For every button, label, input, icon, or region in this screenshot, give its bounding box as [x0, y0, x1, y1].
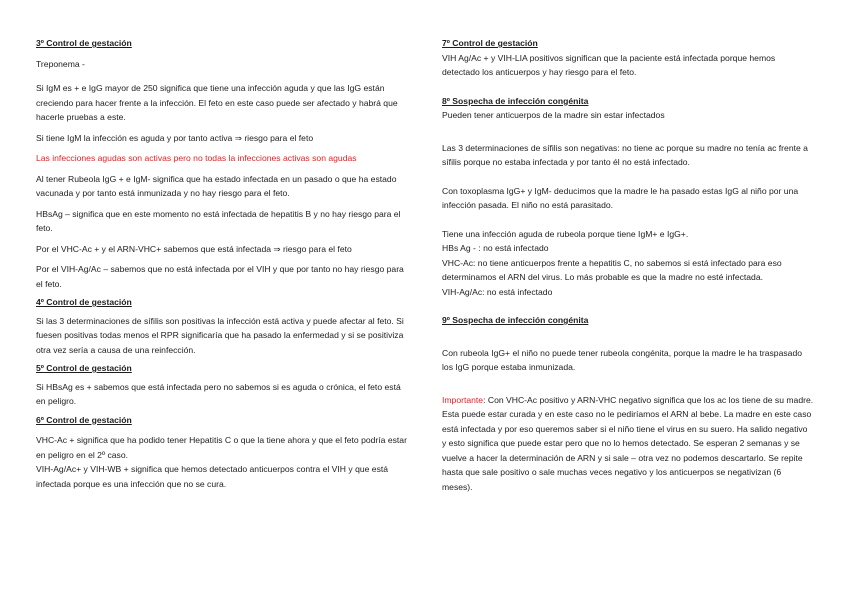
- section-6-vih: VIH-Ag/Ac+ y VIH-WB + significa que hemos detectado anticuerpos contra el VIH y que está infectada porque es una infección que no se cura.: [36, 464, 389, 489]
- left-column: [36, 36, 408, 491]
- section-8-heading: 8º Sospecha de infección congénita: [442, 95, 589, 106]
- important-label: Importante: [442, 394, 484, 405]
- section-8-hbsag: HBs Ag - : no está infectado: [442, 243, 549, 253]
- section-3-hbsag: HBsAg – significa que en este momento no está infectada de hepatitis B y no hay riesgo para el feto.: [36, 208, 401, 233]
- section-3-igm-paragraph: Si IgM es + e IgG mayor de 250 significa que tiene una infección aguda y que las IgG están creciendo para hacer frente a la infección. El feto en este caso puede ser afectado y habrá que hacerle pruebas a este.: [36, 83, 398, 122]
- section-5-hbsag: Si HBsAg es + sabemos que está infectada pero no sabemos si es aguda o crónica, el feto está en peligro.: [36, 381, 401, 406]
- section-8-vih: VIH-Ag/Ac: no está infectado: [442, 286, 553, 297]
- section-3-vhc: Por el VHC-Ac + y el ARN-VHC+ sabemos que está infectada ⇒ riesgo para el feto: [36, 243, 352, 254]
- section-5-heading: 5º Control de gestación: [36, 363, 132, 373]
- section-8-toxoplasma: Con toxoplasma IgG+ y IgM- deducimos que la madre le ha pasado estas IgG al niño por una infección pasada. El niño no está parasitado.: [442, 185, 799, 210]
- section-9-rubeola: Con rubeola IgG+ el niño no puede tener rubeola congénita, porque la madre le ha traspasado los IgG porque estaba inmunizada.: [442, 347, 802, 372]
- section-3-acute-risk: Si tiene IgM la infección es aguda y por tanto activa ⇒ riesgo para el feto: [36, 132, 314, 143]
- section-6-vhc: VHC-Ac + significa que ha podido tener Hepatitis C o que la tiene ahora y que el feto podría estar en peligro en el 2º caso.: [36, 435, 407, 460]
- section-8-intro: Pueden tener anticuerpos de la madre sin estar infectados: [442, 110, 665, 120]
- section-8-vhc: VHC-Ac: no tiene anticuerpos frente a hepatitis C, no sabemos si está infectado para eso determinamos el ARN del virus. Lo más probable es que la madre no esté infectada.: [442, 257, 782, 282]
- section-7-vih: VIH Ag/Ac + y VIH-LIA positivos significan que la paciente está infectada porque hemos detectado los anticuerpos y hay riesgo para el feto.: [442, 52, 776, 77]
- section-4-heading: 4º Control de gestación: [36, 297, 132, 307]
- important-text: : Con VHC-Ac positivo y ARN-VHC negativo significa que los ac los tiene de su madre. Esta puede estar curada y en este caso no le pediríamos el ARN al bebe. La madre en este caso está infectada y por eso queremos saber si el niño tiene el virus en su suero. Ha salido negativo y esto significa que puede estar pero que no lo hemos detectado. Se esperan 2 semanas y se vuelve a hacer la determinación de ARN y si sale – otra vez no podemos descartarlo. Se repite hasta que sale positivo o sale muchas veces negativo y los anticuerpos se negativizan (6 meses).: [442, 394, 814, 492]
- section-8-rubeola: Tiene una infección aguda de rubeola porque tiene IgM+ e IgG+.: [442, 228, 689, 239]
- section-3-treponema: Treponema -: [36, 58, 85, 69]
- section-3-heading: 3º Control de gestación: [36, 38, 132, 48]
- section-3-vih: Por el VIH-Ag/Ac – sabemos que no está infectada por el VIH y que por tanto no hay riesgo para el feto.: [36, 264, 404, 289]
- section-3-rubeola: Al tener Rubeola IgG + e IgM- significa que ha estado infectada en un pasado o que ha estado vacunada y por tanto está inmunizada y no hay riesgo para el feto.: [36, 173, 397, 198]
- section-9-important: [442, 393, 814, 495]
- section-3-red-note: Las infecciones agudas son activas pero no todas la infecciones activas son agudas: [36, 153, 357, 163]
- section-6-heading: 6º Control de gestación: [36, 414, 132, 425]
- right-column: [442, 36, 814, 494]
- section-4-sifilis: Si las 3 determinaciones de sífilis son positivas la infección está activa y puede afectar al feto. Si fuesen positivas todas menos el RPR significaría que ha pasado la enfermedad y si se positiviza otra vez sería a causa de una reinfección.: [36, 315, 404, 355]
- section-7-heading: 7º Control de gestación: [442, 38, 538, 48]
- section-9-heading: 9º Sospecha de infección congénita: [442, 315, 589, 325]
- section-8-sifilis: Las 3 determinaciones de sífilis son negativas: no tiene ac porque su madre no tenía ac frente a sífilis porque no estaba infectada y por tanto él no está infectado.: [442, 142, 808, 167]
